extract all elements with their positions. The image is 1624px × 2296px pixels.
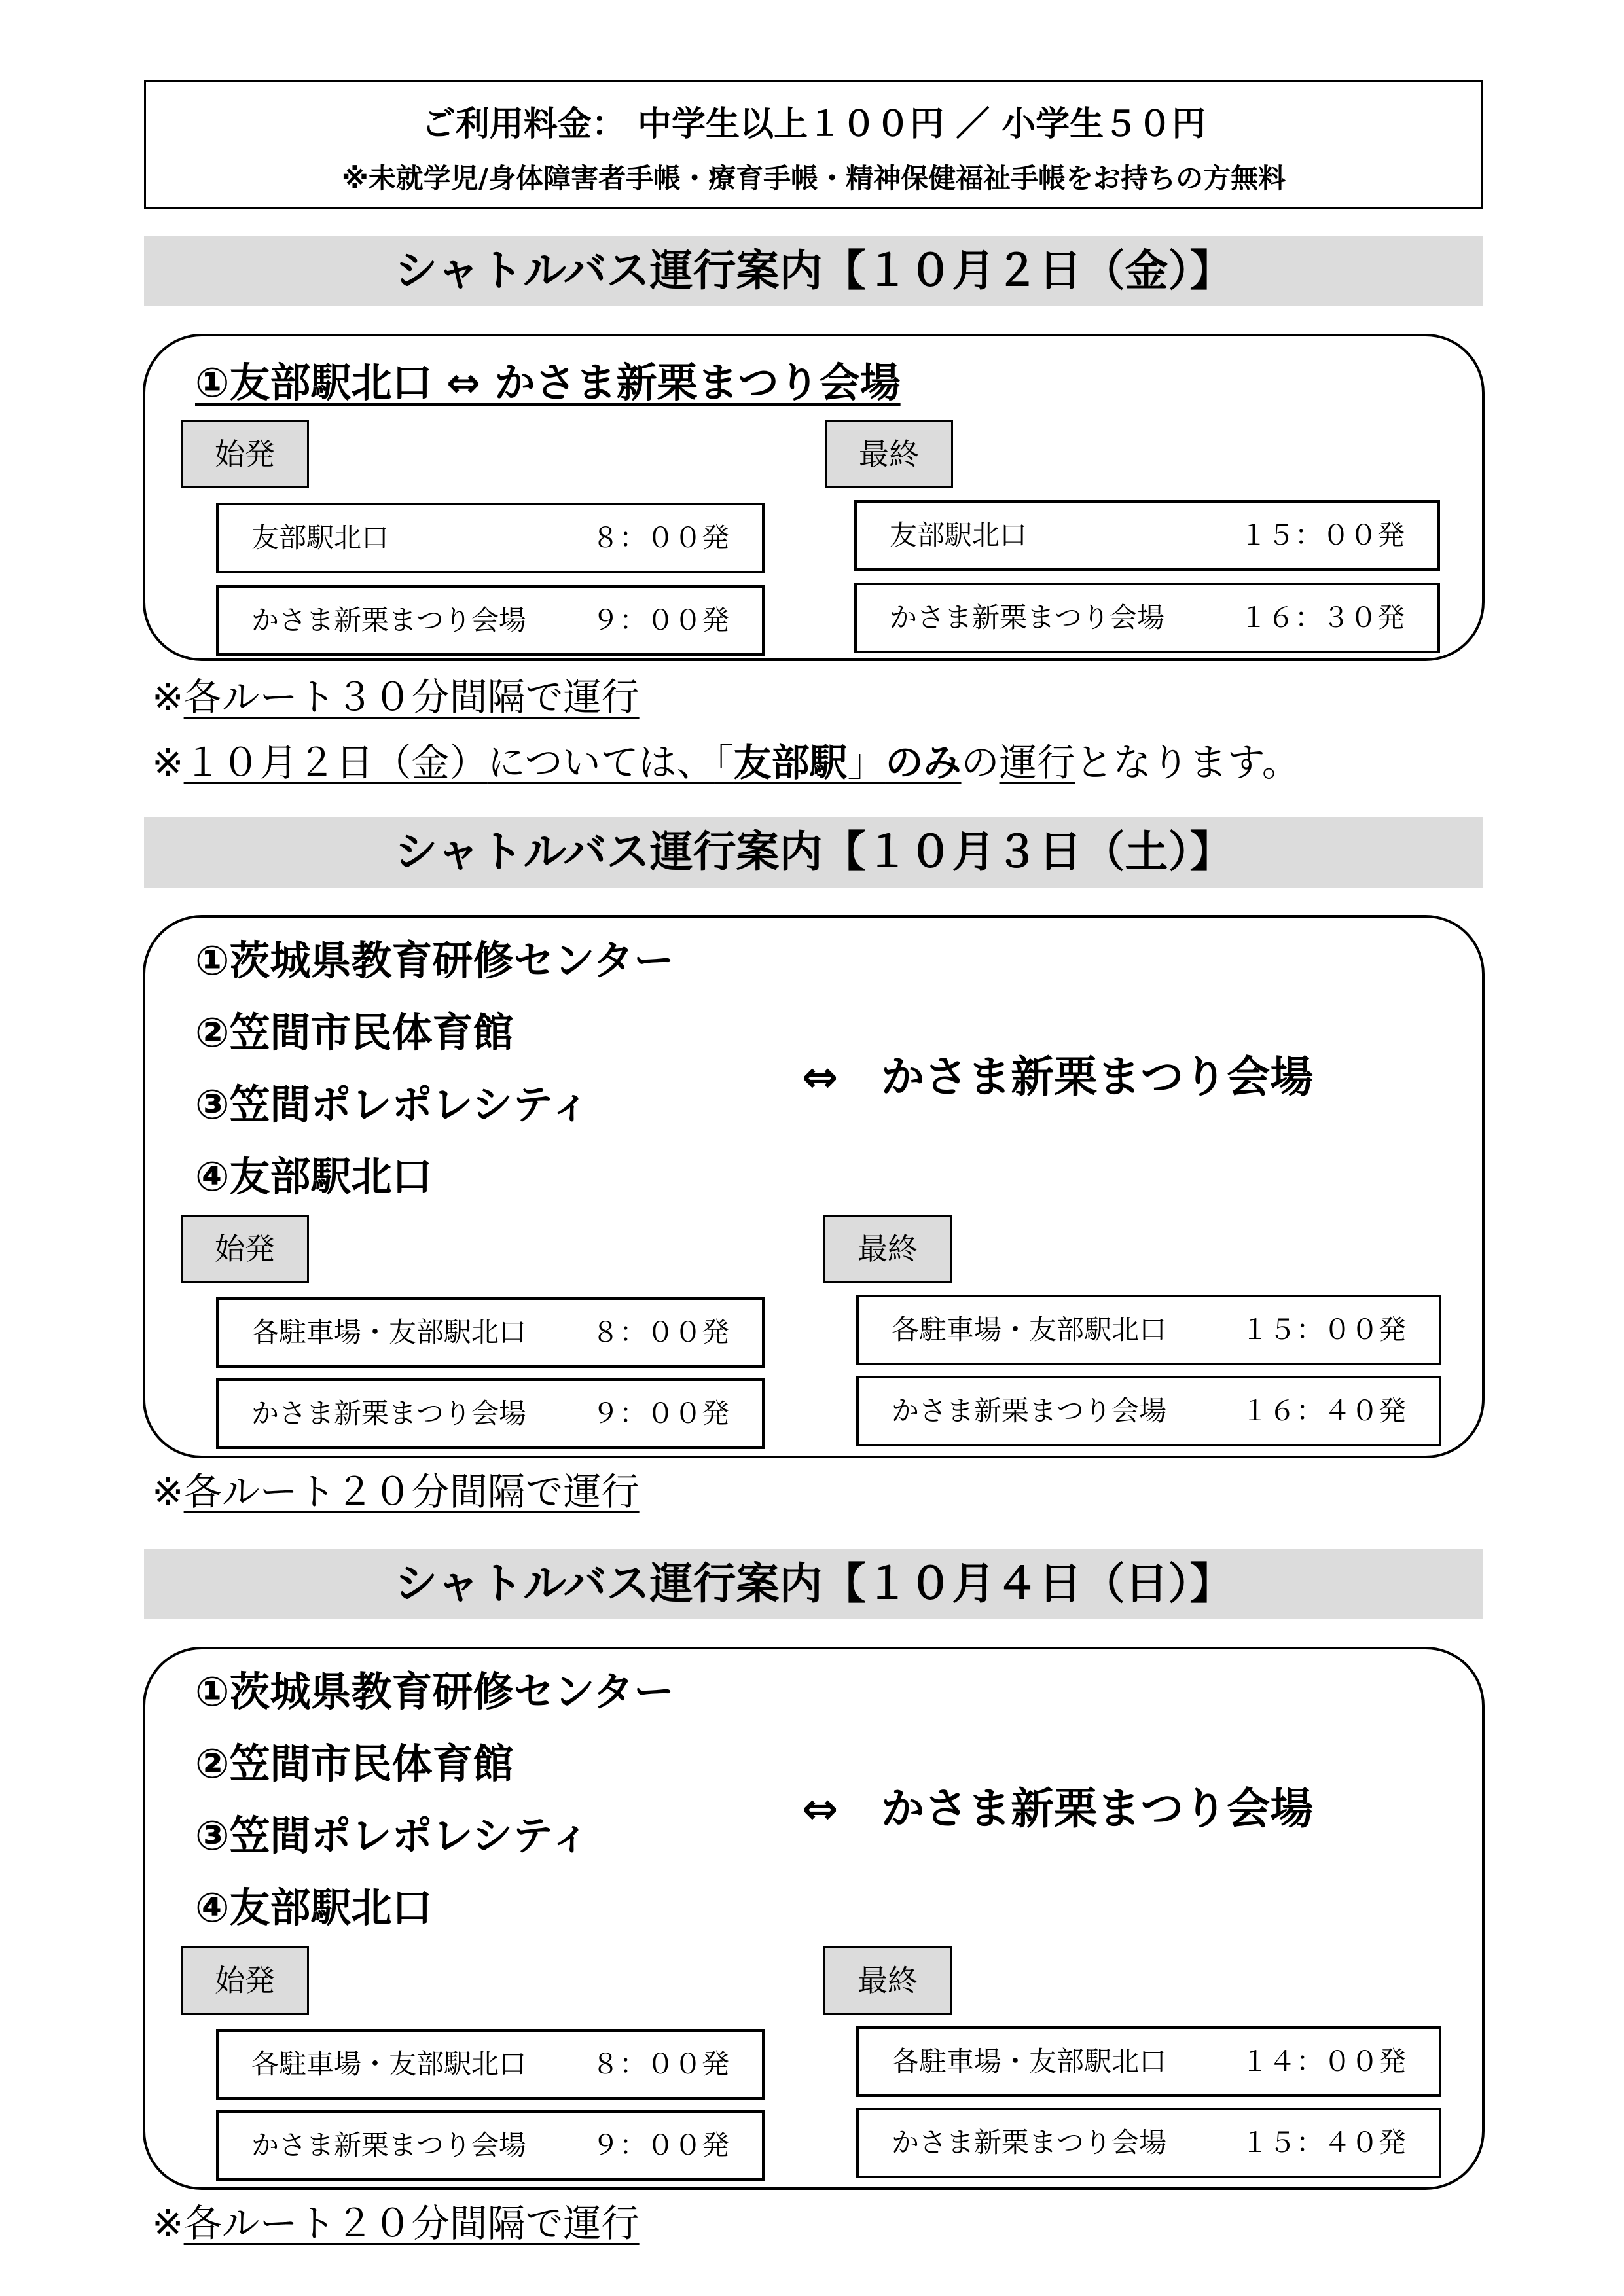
time: ９：００発 — [591, 1397, 729, 1429]
day3-last-row-1 — [856, 2026, 1441, 2097]
place: かさま新栗まつり会場 — [251, 1397, 527, 1429]
fee-box — [144, 80, 1483, 209]
day3-interval-note: ※各ルート２０分間隔で運行 — [152, 2201, 640, 2246]
time: ８：００発 — [591, 1316, 729, 1348]
day3-last-row-2 — [856, 2108, 1441, 2178]
day1-interval-note: ※各ルート３０分間隔で運行 — [152, 675, 640, 719]
day1-route: ①友部駅北口 ⇔ かさま新栗まつり会場 — [195, 359, 901, 406]
day1-station-note: ※１０月２日（金）については、「友部駅」のみの運行となります。 — [152, 740, 1300, 785]
place: 各駐車場・友部駅北口 — [892, 2045, 1167, 2077]
place: 各駐車場・友部駅北口 — [251, 2048, 527, 2080]
place: かさま新栗まつり会場 — [892, 1395, 1167, 1427]
day3-first-tag: 始発 — [181, 1946, 309, 2015]
time: １４：００発 — [1240, 2045, 1406, 2077]
day1-first-tag: 始発 — [181, 420, 309, 488]
day3-banner: シャトルバス運行案内【１０月４日（日）】 — [144, 1549, 1483, 1619]
day3-first-row-2 — [216, 2110, 765, 2181]
place: 友部駅北口 — [890, 519, 1028, 551]
day2-last-tag: 最終 — [823, 1215, 952, 1283]
day2-first-row-2 — [216, 1378, 765, 1449]
place: かさま新栗まつり会場 — [251, 604, 527, 636]
place: かさま新栗まつり会場 — [251, 2129, 527, 2161]
time: １６：４０発 — [1240, 1395, 1406, 1427]
day3-last-tag: 最終 — [823, 1946, 952, 2015]
day1-last-row-1 — [854, 500, 1440, 571]
day2-last-row-2 — [856, 1376, 1441, 1446]
day1-first-row-2 — [216, 585, 765, 656]
day3-stop-1: ①茨城県教育研修センター — [195, 1668, 675, 1715]
day3-stop-4: ④友部駅北口 — [195, 1884, 433, 1931]
place: かさま新栗まつり会場 — [892, 2126, 1167, 2159]
day2-stop-4: ④友部駅北口 — [195, 1153, 433, 1200]
day2-stop-2: ②笠間市民体育館 — [195, 1009, 514, 1056]
place: 友部駅北口 — [251, 522, 389, 554]
place: 各駐車場・友部駅北口 — [892, 1314, 1167, 1346]
day3-stop-3: ③笠間ポレポレシティ — [195, 1812, 590, 1859]
day1-last-row-2 — [854, 583, 1440, 653]
day1-banner: シャトルバス運行案内【１０月２日（金）】 — [144, 236, 1483, 306]
day1-first-row-1 — [216, 503, 765, 573]
day3-destination: ⇔ かさま新栗まつり会場 — [802, 1784, 1314, 1834]
day2-first-tag: 始発 — [181, 1215, 309, 1283]
day2-destination: ⇔ かさま新栗まつり会場 — [802, 1052, 1314, 1102]
day3-first-row-1 — [216, 2029, 765, 2100]
place: 各駐車場・友部駅北口 — [251, 1316, 527, 1348]
day1-last-tag: 最終 — [825, 420, 953, 488]
time: １５：４０発 — [1240, 2126, 1406, 2159]
fee-exemption-note: ※未就学児/身体障害者手帳・療育手帳・精神保健福祉手帳をお持ちの方無料 — [341, 162, 1286, 194]
place: かさま新栗まつり会場 — [890, 601, 1165, 634]
time: １６：３０発 — [1239, 601, 1405, 634]
time: １５：００発 — [1239, 519, 1405, 551]
fee-text: ご利用料金： 中学生以上１００円 ／ 小学生５０円 — [421, 105, 1206, 144]
day2-banner: シャトルバス運行案内【１０月３日（土）】 — [144, 817, 1483, 888]
time: ８：００発 — [591, 522, 729, 554]
day2-interval-note: ※各ルート２０分間隔で運行 — [152, 1469, 640, 1514]
day3-stop-2: ②笠間市民体育館 — [195, 1740, 514, 1787]
day2-first-row-1 — [216, 1297, 765, 1368]
day2-last-row-1 — [856, 1295, 1441, 1365]
day2-stop-3: ③笠間ポレポレシティ — [195, 1081, 590, 1128]
day2-stop-1: ①茨城県教育研修センター — [195, 937, 675, 984]
time: ９：００発 — [591, 604, 729, 636]
time: ９：００発 — [591, 2129, 729, 2161]
time: ８：００発 — [591, 2048, 729, 2080]
time: １５：００発 — [1240, 1314, 1406, 1346]
